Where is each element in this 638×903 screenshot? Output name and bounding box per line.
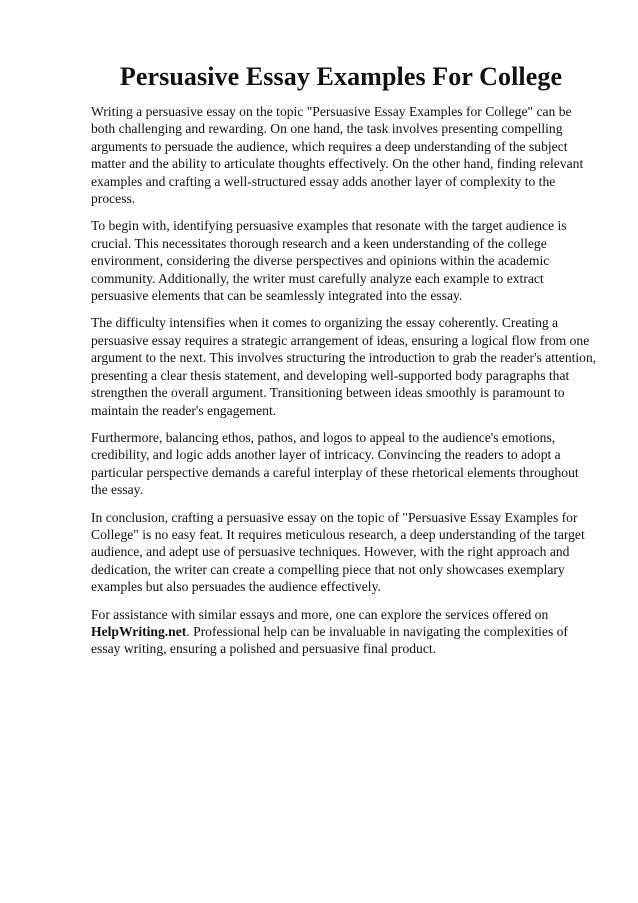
- assistance-text-before: For assistance with similar essays and more, one can explore the services offered on: [91, 606, 549, 622]
- paragraph-assistance: [91, 606, 598, 658]
- paragraph-intro: Writing a persuasive essay on the topic "Persuasive Essay Examples for College" can be both challenging and rewarding. On one hand, the task involves presenting compelling arguments to persuade the audience, which requires a deep understanding of the subject matter and the ability to articulate thoughts effectively. On the other hand, finding relevant examples and crafting a well-structured essay adds another layer of complexity to the process.: [91, 104, 584, 207]
- paragraph-conclusion: In conclusion, crafting a persuasive essay on the topic of "Persuasive Essay Examples for College" is no easy feat. It requires meticulous research, a deep understanding of the target audience, and adept use of persuasive techniques. However, with the right approach and dedication, the writer can create a compelling piece that not only showcases exemplary examples but also persuades the audience effectively.: [91, 509, 585, 595]
- document-title: Persuasive Essay Examples For College: [119, 62, 563, 91]
- paragraph-examples: To begin with, identifying persuasive examples that resonate with the target audience is crucial. This necessitates thorough research and a keen understanding of the college environment, considering the diverse perspectives and opinions within the academic community. Additionally, the writer must carefully analyze each example to extract persuasive elements that can be seamlessly integrated into the essay.: [91, 218, 567, 304]
- paragraph-rhetoric: Furthermore, balancing ethos, pathos, and logos to appeal to the audience's emotions, credibility, and logic adds another layer of intricacy. Convincing the readers to adopt a particular perspective demands a careful interplay of these rhetorical elements throughout the essay.: [91, 429, 579, 498]
- helpwriting-link[interactable]: HelpWriting.net: [91, 623, 187, 639]
- paragraph-organization: The difficulty intensifies when it comes to organizing the essay coherently. Creating a persuasive essay requires a strategic arrangement of ideas, ensuring a logical flow from one argument to the next. This involves structuring the introduction to grab the reader's attention, presenting a clear thesis statement, and developing well-supported body paragraphs that strengthen the overall argument. Transitioning between ideas smoothly is paramount to maintain the reader's engagement.: [91, 315, 597, 418]
- assistance-text-after: . Professional help can be invaluable in navigating the complexities of essay writing, ensuring a polished and persuasive final product.: [91, 623, 568, 657]
